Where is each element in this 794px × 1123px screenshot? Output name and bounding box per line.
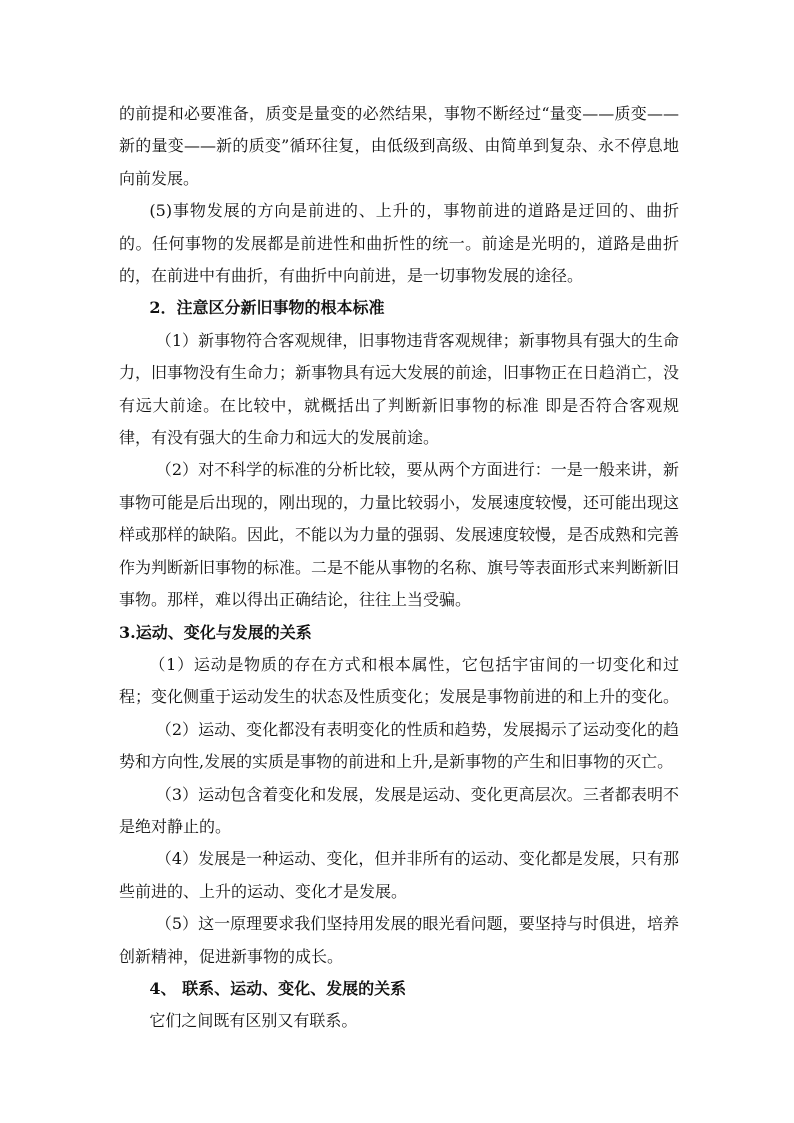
paragraph-leap-development: 的前提和必要准备，质变是量变的必然结果，事物不断经过“量变——质变——新的量变——新的质变”循环往复，由低级到高级、由简单到复杂、永不停息地向前发展。 xyxy=(119,104,679,188)
paragraph-conclusion: 它们之间既有区别又有联系。 xyxy=(149,1011,358,1031)
section-heading-new-old-criteria: 2．注意区分新旧事物的根本标准 xyxy=(149,298,385,318)
paragraph-relation-1: （1）运动是物质的存在方式和根本属性，它包括宇宙间的一切变化和过程；变化侧重于运动发生的状态及性质变化；发展是事物前进的和上升的变化。 xyxy=(119,654,680,707)
section-heading-motion-change-development: 3.运动、变化与发展的关系 xyxy=(119,622,312,642)
paragraph-relation-5: （5）这一原理要求我们坚持用发展的眼光看问题，要坚持与时俱进，培养创新精神，促进新事物的成长。 xyxy=(119,914,679,966)
paragraph-relation-2: （2）运动、变化都没有表明变化的性质和趋势，发展揭示了运动变化的趋势和方向性,发展的实质是事物的前进和上升,是新事物的产生和旧事物的灭亡。 xyxy=(119,719,679,772)
paragraph-relation-4: （4）发展是一种运动、变化，但并非所有的运动、变化都是发展，只有那些前进的、上升的运动、变化才是发展。 xyxy=(119,849,679,901)
section-heading-connection-relation: 4、 联系、运动、变化、发展的关系 xyxy=(149,978,407,998)
paragraph-relation-3: （3）运动包含着变化和发展，发展是运动、变化更高层次。三者都表明不是绝对静止的。 xyxy=(119,784,679,836)
paragraph-direction-of-development: (5)事物发展的方向是前进的、上升的，事物前进的道路是迂回的、曲折的。任何事物的发展都是前进性和曲折性的统一。前途是光明的，道路是曲折的，在前进中有曲折，有曲折中向前进，是一切事物发展的途径。 xyxy=(119,201,679,286)
paragraph-criteria-2: （2）对不科学的标准的分析比较，要从两个方面进行：一是一般来讲，新事物可能是后出现的，刚出现的，力量比较弱小，发展速度较慢，还可能出现这样或那样的缺陷。因此，不能以为力量的强弱、发展速度较慢，是否成熟和完善作为判断新旧事物的标准。二是不能从事物的名称、旗号等表面形式来判断新旧事物。那样，难以得出正确结论，往往上当受骗。 xyxy=(119,460,680,610)
document-body xyxy=(119,98,679,1038)
paragraph-criteria-1: （1）新事物符合客观规律，旧事物违背客观规律；新事物具有强大的生命力，旧事物没有生命力；新事物具有远大发展的前途，旧事物正在日趋消亡，没有远大前途。在比较中，就概括出了判断新旧事物的标准 即是否符合客观规律，有没有强大的生命力和远大的发展前途。 xyxy=(119,330,680,448)
